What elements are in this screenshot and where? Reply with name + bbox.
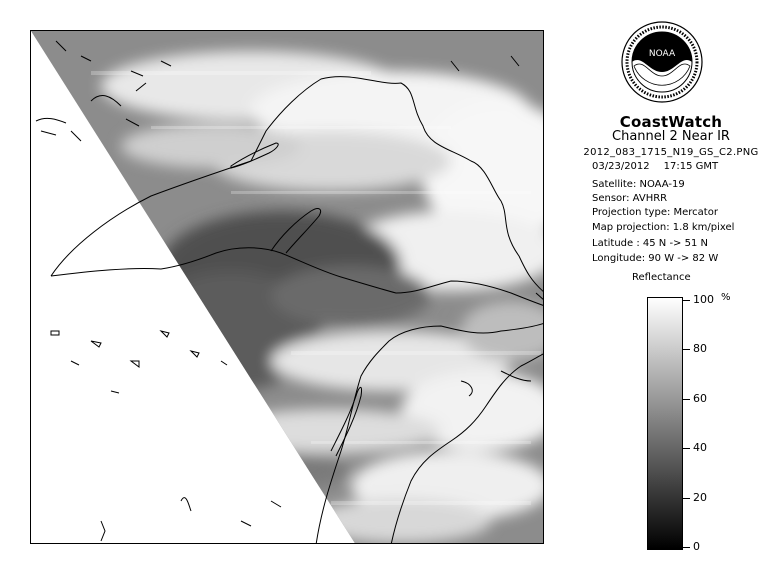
colorbar-tick-label: 80 <box>693 342 707 356</box>
colorbar-tick <box>682 547 690 548</box>
colorbar-tick-label: 0 <box>693 540 700 553</box>
satellite-swath <box>31 31 544 544</box>
colorbar-tick-label: 20 <box>693 490 707 504</box>
satellite-line: Satellite: NOAA-19 <box>592 179 685 190</box>
colorbar-tick <box>682 498 690 499</box>
colorbar-tick-label: 100 <box>693 293 714 306</box>
colorbar-tick-label: 60 <box>693 391 707 405</box>
colorbar-tick <box>682 399 690 400</box>
latitude-line: Latitude : 45 N -> 51 N <box>592 238 708 249</box>
legend-unit: % <box>721 292 731 303</box>
colorbar-tick <box>682 448 690 449</box>
colorbar-tick-label: 40 <box>693 441 707 455</box>
longitude-line: Longitude: 90 W -> 82 W <box>592 253 719 264</box>
reflectance-colorbar <box>647 297 683 550</box>
date-value: 03/23/2012 <box>592 161 650 172</box>
legend-title: Reflectance <box>632 272 691 283</box>
noaa-logo <box>620 14 704 112</box>
map-image <box>31 31 544 544</box>
colorbar-tick <box>682 349 690 350</box>
date-line <box>592 160 718 174</box>
sensor-line: Sensor: AVHRR <box>592 193 668 204</box>
projection-line: Projection type: Mercator <box>592 207 718 218</box>
colorbar-tick <box>682 300 690 301</box>
satellite-map[interactable] <box>30 30 544 544</box>
channel-title: Channel 2 Near IR <box>612 129 730 144</box>
file-name: 2012_083_1715_N19_GS_C2.PNG <box>583 147 759 158</box>
map-projection-line: Map projection: 1.8 km/pixel <box>592 222 735 233</box>
svg-text:NOAA: NOAA <box>648 49 676 59</box>
noaa-emblem-icon <box>620 14 704 112</box>
app-title: CoastWatch <box>619 113 723 131</box>
time-value: 17:15 GMT <box>663 161 719 172</box>
